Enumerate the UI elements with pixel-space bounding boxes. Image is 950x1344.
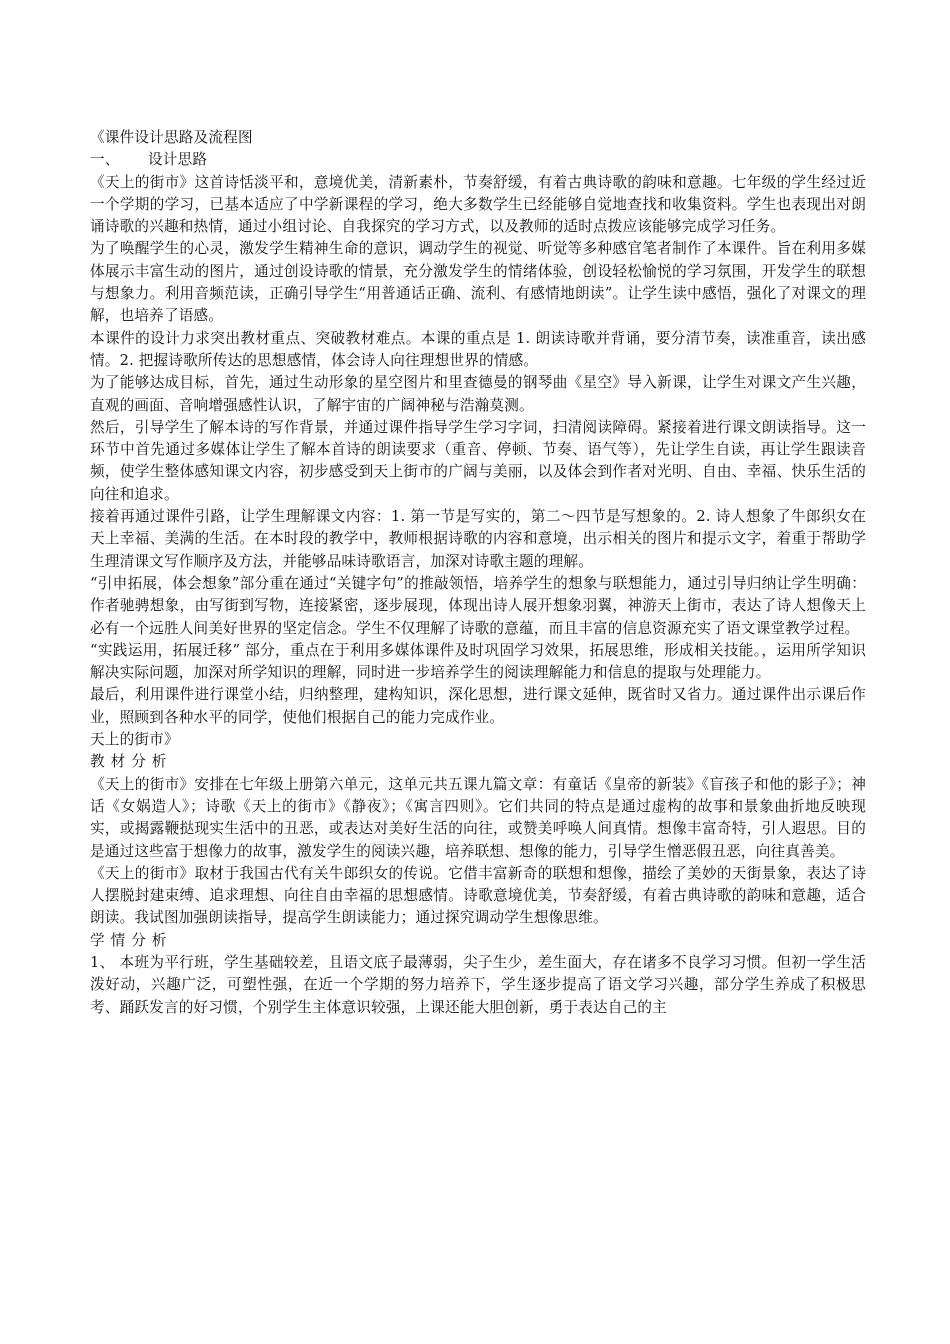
paragraph: 《天上的街市》安排在七年级上册第六单元，这单元共五课九篇文章：有童话《皇帝的新装》《盲孩子和他的影子》；神话《女娲造人》；诗歌《天上的街市》《静夜》；《寓言四则》。它们共同的特点是通过虚构的故事和景象曲折地反映现实，或揭露鞭挞现实生活中的丑恶，或表达对美好生活的向往，或赞美呼唤人间真情。想像丰富奇特，引人遐思。目的是通过这些富于想像力的故事，激发学生的阅读兴趣，培养联想、想像的能力，引导学生憎恶假丑恶，向往真善美。 [90, 775, 866, 860]
paragraph: 为了唤醒学生的心灵，激发学生精神生命的意识，调动学生的视觉、听觉等多种感官笔者制作了本课件。旨在利用多媒体展示丰富生动的图片，通过创设诗歌的情景，充分激发学生的情绪体验，创设轻松愉悦的学习氛围，开发学生的联想与想象力。利用音频范读，正确引导学生“用普通话正确、流利、有感情地朗读”。让学生读中感悟，强化了对课文的理解，也培养了语感。 [90, 240, 866, 325]
paragraph: 《天上的街市》这首诗恬淡平和，意境优美，清新素朴，节奏舒缓，有着古典诗歌的韵味和意趣。七年级的学生经过近一个学期的学习，已基本适应了中学新课程的学习，绝大多数学生已经能够自觉地查找和收集资料。学生也表现出对朗诵诗歌的兴趣和热情，通过小组讨论、自我探究的学习方式，以及教师的适时点拨应该能够完成学习任务。 [90, 173, 866, 236]
paragraph: 本课件的设计力求突出教材重点、突破教材难点。本课的重点是 1. 朗读诗歌并背诵，要分清节奏，读准重音，读出感情。2. 把握诗歌所传达的思想感情，体会诗人向往理想世界的情感。 [90, 329, 866, 369]
section-title: 设计思路 [148, 151, 208, 169]
paragraph: 最后，利用课件进行课堂小结，归纳整理，建构知识，深化思想，进行课文延伸，既省时又省力。通过课件出示课后作业，照顾到各种水平的同学，使他们根据自己的能力完成作业。 [90, 686, 866, 726]
subtitle: 天上的街市》 [90, 731, 179, 749]
paragraph: 《天上的街市》取材于我国古代有关牛郎织女的传说。它借丰富新奇的联想和想像，描绘了美妙的天街景象，表达了诗人摆脱封建束缚、追求理想、向往自由幸福的思想感情。诗歌意境优美，节奏舒缓，有着古典诗歌的韵味和意趣，适合朗读。我试图加强朗读指导，提高学生朗读能力；通过探究调动学生想像思维。 [90, 864, 866, 927]
document-page [90, 127, 866, 1019]
document-title: 《课件设计思路及流程图 [90, 129, 253, 146]
paragraph: “引申拓展，体会想象”部分重在通过“关键字句”的推敲领悟，培养学生的想象与联想能力，通过引导归纳让学生明确：作者驰骋想象，由写街到写物，连接紧密，逐步展现，体现出诗人展开想象羽翼，神游天上街市，表达了诗人想像天上必有一个远胜人间美好世界的坚定信念。学生不仅理解了诗歌的意蕴，而且丰富的信息资源充实了语文课堂教学过程。 [90, 574, 866, 637]
paragraph: “实践运用，拓展迁移” 部分，重点在于利用多媒体课件及时巩固学习效果，拓展思维，形成相关技能。，运用所学知识解决实际问题，加深对所学知识的理解，同时进一步培养学生的阅读理解能力和信息的提取与处理能力。 [90, 641, 866, 682]
section-heading-design-ideas [90, 149, 866, 171]
paragraph: 为了能够达成目标，首先，通过生动形象的星空图片和里查德曼的钢琴曲《星空》导入新课，让学生对课文产生兴趣，直观的画面、音响增强感性认识，了解宇宙的广阔神秘与浩瀚莫测。 [90, 374, 866, 414]
paragraph: 接着再通过课件引路，让学生理解课文内容：1. 第一节是写实的，第二～四节是写想象的。2. 诗人想象了牛郎织女在天上幸福、美满的生活。在本时段的教学中，教师根据诗歌的内容和意境，出示相关的图片和提示文字，着重于帮助学生理清课文写作顺序及方法，并能够品味诗歌语言，加深对诗歌主题的理解。 [90, 508, 866, 570]
heading-textbook-analysis: 教材分析 [90, 753, 173, 771]
section-number: 一、 [90, 151, 120, 169]
paragraph: 然后，引导学生了解本诗的写作背景，并通过课件指导学生学习字词，扫清阅读障碍。紧接着进行课文朗读指导。这一环节中首先通过多媒体让学生了解本首诗的朗读要求（重音、停顿、节奏、语气等），先让学生自读，再让学生跟读音频，使学生整体感知课文内容，初步感受到天上街市的广阔与美丽，以及体会到作者对光明、自由、幸福、快乐生活的向往和追求。 [90, 418, 866, 503]
heading-student-analysis: 学情分析 [90, 931, 173, 949]
paragraph: 1、 本班为平行班，学生基础较差，且语文底子最薄弱，尖子生少，差生面大，存在诸多不良学习习惯。但初一学生活泼好动，兴趣广泛，可塑性强，在近一个学期的努力培养下，学生逐步提高了语文学习兴趣，部分学生养成了积极思考、踊跃发言的好习惯，个别学生主体意识较强，上课还能大胆创新，勇于表达自己的主 [90, 953, 866, 1016]
